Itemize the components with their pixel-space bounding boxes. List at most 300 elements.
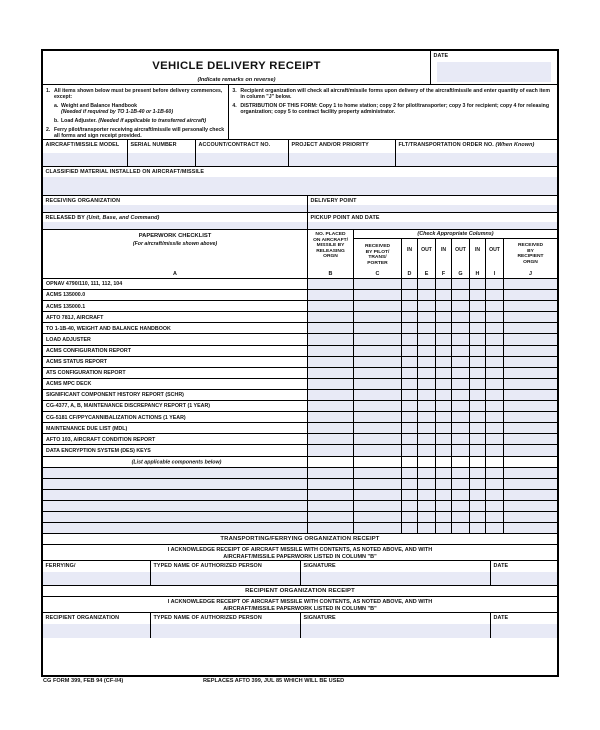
checklist-item-cell [43, 457, 308, 467]
column-letter-i: I [493, 271, 496, 277]
checklist-cell-j[interactable] [504, 445, 557, 455]
checklist-cell-h[interactable] [470, 512, 486, 522]
organization-input-left[interactable] [43, 222, 307, 229]
classified-material-field[interactable] [43, 167, 557, 196]
checklist-cell-f[interactable] [436, 501, 452, 511]
checklist-title: PAPERWORK CHECKLIST [138, 233, 212, 239]
checklist-cell-f[interactable] [436, 423, 452, 433]
checklist-cell-f[interactable] [436, 512, 452, 522]
checklist-cell-j[interactable] [504, 512, 557, 522]
checklist-row [43, 490, 557, 501]
organization-field-right[interactable] [308, 196, 557, 212]
checklist-cell-e[interactable] [418, 323, 436, 333]
checklist-cell-d[interactable] [402, 412, 418, 422]
checklist-cell-c[interactable] [354, 312, 402, 322]
checklist-cell-j[interactable] [504, 434, 557, 444]
checklist-item-cell [43, 368, 308, 378]
checklist-cell-i[interactable] [486, 346, 504, 356]
column-d-header [402, 239, 418, 278]
checklist-cell-h[interactable] [470, 523, 486, 533]
checklist-cell-b[interactable] [308, 346, 354, 356]
instruction-note: (Needed if required by TO 1-1B-40 or 1-1B-60) [61, 109, 174, 116]
checklist-cell-c[interactable] [354, 279, 402, 289]
checklist-cell-j[interactable] [504, 501, 557, 511]
checklist-cell-c[interactable] [354, 368, 402, 378]
column-j-header [504, 239, 557, 278]
checklist-item-label: ACMS 135000.0 [46, 292, 86, 299]
checklist-cell-e[interactable] [418, 512, 436, 522]
checklist-cell-j[interactable] [504, 523, 557, 533]
checklist-row [43, 379, 557, 390]
checklist-cell-i[interactable] [486, 523, 504, 533]
checklist-cell-i[interactable] [486, 323, 504, 333]
checklist-item-cell [43, 412, 308, 422]
checklist-cell-c[interactable] [354, 357, 402, 367]
instruction-text: Recipient organization will check all aircraft/missile forms upon delivery of the aircraft/missile and enter quantity of each item in column "J" below. [240, 88, 550, 101]
checklist-cell-d[interactable] [402, 357, 418, 367]
checklist-cell-f[interactable] [436, 468, 452, 478]
identification-field[interactable] [43, 140, 128, 166]
checklist-cell-j[interactable] [504, 323, 557, 333]
signature-field-input[interactable] [301, 624, 490, 638]
checklist-cell-j[interactable] [504, 479, 557, 489]
checklist-cell-d[interactable] [402, 401, 418, 411]
checklist-cell-e[interactable] [418, 357, 436, 367]
checklist-item-label: LOAD ADJUSTER [46, 336, 91, 343]
signature-field[interactable] [43, 613, 151, 638]
checklist-cell-d[interactable] [402, 368, 418, 378]
checklist-cell-d[interactable] [402, 390, 418, 400]
checklist-cell-i[interactable] [486, 312, 504, 322]
checklist-item-cell [43, 523, 308, 533]
organization-input-right[interactable] [308, 222, 557, 229]
checklist-cell-g[interactable] [452, 301, 470, 311]
checklist-cell-f[interactable] [436, 434, 452, 444]
checklist-cell-c[interactable] [354, 390, 402, 400]
signature-field-input[interactable] [43, 572, 150, 585]
checklist-cell-b[interactable] [308, 457, 354, 467]
identification-input[interactable] [289, 153, 395, 166]
checklist-cell-j[interactable] [504, 423, 557, 433]
signature-field-input[interactable] [151, 624, 300, 638]
checklist-cell-c[interactable] [354, 523, 402, 533]
checklist-cell-d[interactable] [402, 501, 418, 511]
checklist-cell-h[interactable] [470, 457, 486, 467]
checklist-cell-h[interactable] [470, 346, 486, 356]
checklist-cell-j[interactable] [504, 490, 557, 500]
organization-input-left[interactable] [43, 205, 307, 212]
checklist-cell-f[interactable] [436, 479, 452, 489]
checklist-cell-d[interactable] [402, 323, 418, 333]
checklist-cell-f[interactable] [436, 279, 452, 289]
checklist-cell-h[interactable] [470, 279, 486, 289]
checklist-item-cell [43, 301, 308, 311]
checklist-cell-j[interactable] [504, 379, 557, 389]
checklist-cell-b[interactable] [308, 512, 354, 522]
checklist-cell-i[interactable] [486, 290, 504, 300]
checklist-cell-d[interactable] [402, 334, 418, 344]
checklist-cell-j[interactable] [504, 279, 557, 289]
signature-field-input[interactable] [491, 572, 557, 585]
checklist-cell-c[interactable] [354, 423, 402, 433]
checklist-cell-f[interactable] [436, 401, 452, 411]
checklist-cell-f[interactable] [436, 412, 452, 422]
organization-field-left[interactable] [43, 196, 308, 212]
checklist-cell-d[interactable] [402, 279, 418, 289]
checklist-cell-c[interactable] [354, 490, 402, 500]
checklist-cell-c[interactable] [354, 290, 402, 300]
checklist-cell-e[interactable] [418, 523, 436, 533]
checklist-cell-f[interactable] [436, 368, 452, 378]
checklist-item-label: ACMS 135000.1 [46, 303, 86, 310]
signature-field-input[interactable] [301, 572, 490, 585]
identification-input[interactable] [43, 153, 127, 166]
checklist-cell-f[interactable] [436, 334, 452, 344]
checklist-cell-g[interactable] [452, 501, 470, 511]
checklist-cell-i[interactable] [486, 390, 504, 400]
identification-input[interactable] [396, 153, 557, 166]
checklist-cell-j[interactable] [504, 412, 557, 422]
checklist-cell-g[interactable] [452, 512, 470, 522]
signature-field[interactable] [151, 613, 301, 638]
organization-field-right[interactable] [308, 213, 557, 229]
checklist-cell-b[interactable] [308, 323, 354, 333]
checklist-cell-g[interactable] [452, 357, 470, 367]
footer-replaces-note: REPLACES AFTO 399, JUL 85 WHICH WILL BE USED [203, 678, 345, 684]
checklist-cell-j[interactable] [504, 401, 557, 411]
checklist-cell-b[interactable] [308, 301, 354, 311]
checklist-cell-i[interactable] [486, 468, 504, 478]
checklist-cell-c[interactable] [354, 445, 402, 455]
checklist-cell-g[interactable] [452, 290, 470, 300]
checklist-cell-i[interactable] [486, 334, 504, 344]
checklist-cell-h[interactable] [470, 390, 486, 400]
checklist-cell-i[interactable] [486, 490, 504, 500]
checklist-cell-b[interactable] [308, 368, 354, 378]
checklist-cell-e[interactable] [418, 445, 436, 455]
checklist-cell-f[interactable] [436, 523, 452, 533]
checklist-cell-d[interactable] [402, 490, 418, 500]
identification-field[interactable] [196, 140, 289, 166]
checklist-cell-f[interactable] [436, 290, 452, 300]
checklist-cell-h[interactable] [470, 479, 486, 489]
checklist-cell-e[interactable] [418, 401, 436, 411]
checklist-cell-f[interactable] [436, 301, 452, 311]
checklist-cell-g[interactable] [452, 390, 470, 400]
checklist-cell-g[interactable] [452, 312, 470, 322]
checklist-cell-b[interactable] [308, 357, 354, 367]
column-letter-d: D [407, 271, 412, 277]
checklist-cell-h[interactable] [470, 323, 486, 333]
checklist-cell-b[interactable] [308, 434, 354, 444]
checklist-cell-h[interactable] [470, 401, 486, 411]
checklist-cell-g[interactable] [452, 401, 470, 411]
checklist-cell-b[interactable] [308, 279, 354, 289]
checklist-cell-i[interactable] [486, 445, 504, 455]
checklist-cell-h[interactable] [470, 501, 486, 511]
checklist-cell-g[interactable] [452, 323, 470, 333]
column-letter-f: F [441, 271, 446, 277]
checklist-cell-i[interactable] [486, 279, 504, 289]
checklist-cell-e[interactable] [418, 346, 436, 356]
checklist-cell-g[interactable] [452, 334, 470, 344]
checklist-cell-g[interactable] [452, 279, 470, 289]
signature-field-input[interactable] [151, 572, 300, 585]
organization-field-left[interactable] [43, 213, 308, 229]
checklist-cell-b[interactable] [308, 290, 354, 300]
checklist-cell-c[interactable] [354, 334, 402, 344]
check-columns-subheaders [354, 239, 557, 278]
checklist-item-label: TO 1-1B-40, WEIGHT AND BALANCE HANDBOOK [46, 325, 171, 332]
signature-field-label: TYPED NAME OF AUTHORIZED PERSON [153, 562, 262, 569]
checklist-cell-h[interactable] [470, 423, 486, 433]
checklist-cell-h[interactable] [470, 301, 486, 311]
organization-label-right: DELIVERY POINT [310, 197, 357, 204]
checklist-cell-b[interactable] [308, 312, 354, 322]
checklist-cell-f[interactable] [436, 312, 452, 322]
checklist-cell-c[interactable] [354, 323, 402, 333]
checklist-item-cell [43, 334, 308, 344]
checklist-cell-b[interactable] [308, 423, 354, 433]
checklist-cell-b[interactable] [308, 523, 354, 533]
checklist-cell-c[interactable] [354, 412, 402, 422]
signature-field-label: RECIPIENT ORGANIZATION [45, 614, 120, 621]
signature-field-input[interactable] [491, 624, 557, 638]
checklist-item-label: MAINTENANCE DUE LIST (MDL) [46, 425, 128, 432]
column-h-header [470, 239, 486, 278]
checklist-cell-e[interactable] [418, 423, 436, 433]
checklist-item-cell [43, 390, 308, 400]
checklist-cell-h[interactable] [470, 312, 486, 322]
checklist-cell-g[interactable] [452, 445, 470, 455]
checklist-cell-g[interactable] [452, 457, 470, 467]
checklist-cell-j[interactable] [504, 390, 557, 400]
checklist-cell-i[interactable] [486, 457, 504, 467]
checklist-cell-i[interactable] [486, 368, 504, 378]
checklist-cell-c[interactable] [354, 501, 402, 511]
signature-field[interactable] [301, 613, 491, 638]
checklist-cell-f[interactable] [436, 346, 452, 356]
checklist-cell-e[interactable] [418, 379, 436, 389]
checklist-cell-g[interactable] [452, 468, 470, 478]
checklist-cell-i[interactable] [486, 434, 504, 444]
identification-field[interactable] [396, 140, 557, 166]
checklist-cell-b[interactable] [308, 468, 354, 478]
checklist-cell-e[interactable] [418, 434, 436, 444]
checklist-cell-g[interactable] [452, 490, 470, 500]
checklist-cell-h[interactable] [470, 412, 486, 422]
checklist-cell-h[interactable] [470, 379, 486, 389]
checklist-cell-d[interactable] [402, 423, 418, 433]
checklist-cell-d[interactable] [402, 301, 418, 311]
checklist-cell-f[interactable] [436, 357, 452, 367]
checklist-cell-e[interactable] [418, 490, 436, 500]
checklist-item-label: OPNAV 4790/110, 111, 112, 104 [46, 281, 123, 288]
checklist-cell-c[interactable] [354, 401, 402, 411]
acknowledgement-line-2: AIRCRAFT/MISSILE PAPERWORK LISTED IN COLUMN "B" [223, 554, 377, 561]
checklist-cell-c[interactable] [354, 512, 402, 522]
checklist-cell-e[interactable] [418, 468, 436, 478]
checklist-cell-i[interactable] [486, 501, 504, 511]
checklist-cell-d[interactable] [402, 290, 418, 300]
signature-field-label: TYPED NAME OF AUTHORIZED PERSON [153, 614, 262, 621]
identification-label: ACCOUNT/CONTRACT NO. [198, 141, 271, 148]
checklist-cell-g[interactable] [452, 479, 470, 489]
checklist-cell-b[interactable] [308, 390, 354, 400]
checklist-cell-e[interactable] [418, 301, 436, 311]
checklist-item-label: ACMS STATUS REPORT [46, 359, 108, 366]
checklist-cell-g[interactable] [452, 379, 470, 389]
instruction-text: Weight and Balance Handbook (Needed if required by TO 1-1B-40 or 1-1B-60) [61, 102, 174, 116]
signature-field[interactable] [491, 613, 557, 638]
checklist-cell-d[interactable] [402, 379, 418, 389]
checklist-cell-j[interactable] [504, 457, 557, 467]
checklist-cell-j[interactable] [504, 357, 557, 367]
checklist-cell-e[interactable] [418, 368, 436, 378]
column-i-header [486, 239, 504, 278]
checklist-cell-g[interactable] [452, 368, 470, 378]
identification-input[interactable] [196, 153, 288, 166]
checklist-cell-c[interactable] [354, 379, 402, 389]
checklist-cell-j[interactable] [504, 334, 557, 344]
checklist-cell-d[interactable] [402, 312, 418, 322]
checklist-cell-g[interactable] [452, 346, 470, 356]
column-letter-h: H [475, 271, 480, 277]
checklist-cell-d[interactable] [402, 523, 418, 533]
checklist-cell-j[interactable] [504, 346, 557, 356]
signature-field[interactable] [151, 561, 301, 585]
checklist-cell-i[interactable] [486, 479, 504, 489]
checklist-cell-j[interactable] [504, 301, 557, 311]
checklist-cell-f[interactable] [436, 390, 452, 400]
checklist-cell-h[interactable] [470, 290, 486, 300]
checklist-cell-b[interactable] [308, 412, 354, 422]
classified-material-input[interactable] [43, 177, 557, 195]
checklist-cell-e[interactable] [418, 279, 436, 289]
checklist-cell-e[interactable] [418, 334, 436, 344]
organization-input-right[interactable] [308, 205, 557, 212]
checklist-cell-i[interactable] [486, 357, 504, 367]
column-letter-j: J [529, 271, 532, 277]
column-g-header [452, 239, 470, 278]
checklist-cell-e[interactable] [418, 501, 436, 511]
checklist-cell-i[interactable] [486, 512, 504, 522]
checklist-cell-d[interactable] [402, 445, 418, 455]
title-block [43, 51, 557, 85]
column-d-label: IN [406, 247, 413, 253]
checklist-cell-j[interactable] [504, 468, 557, 478]
checklist-cell-h[interactable] [470, 468, 486, 478]
signature-field-input[interactable] [43, 624, 150, 638]
checklist-cell-h[interactable] [470, 357, 486, 367]
checklist-cell-i[interactable] [486, 423, 504, 433]
organization-block [43, 196, 557, 230]
checklist-cell-f[interactable] [436, 323, 452, 333]
checklist-cell-c[interactable] [354, 434, 402, 444]
checklist-item-cell [43, 346, 308, 356]
checklist-cell-f[interactable] [436, 379, 452, 389]
checklist-cell-e[interactable] [418, 312, 436, 322]
signature-field[interactable] [43, 561, 151, 585]
checklist-cell-g[interactable] [452, 434, 470, 444]
checklist-cell-e[interactable] [418, 390, 436, 400]
checklist-cell-i[interactable] [486, 379, 504, 389]
receipt-banner: RECIPIENT ORGANIZATION RECEIPT [43, 586, 557, 597]
checklist-cell-b[interactable] [308, 334, 354, 344]
identification-input[interactable] [128, 153, 195, 166]
checklist-cell-h[interactable] [470, 490, 486, 500]
checklist-cell-g[interactable] [452, 523, 470, 533]
checklist-cell-h[interactable] [470, 334, 486, 344]
checklist-cell-j[interactable] [504, 368, 557, 378]
instruction-text: DISTRIBUTION OF THIS FORM: Copy 1 to home station; copy 2 for pilot/transporter; copy 3 for recipient; copy 4 for releasing organization; copy 5 to contract facility property administrator. [240, 102, 550, 116]
checklist-cell-j[interactable] [504, 290, 557, 300]
checklist-cell-c[interactable] [354, 301, 402, 311]
checklist-cell-b[interactable] [308, 490, 354, 500]
checklist-item-cell [43, 279, 308, 289]
checklist-cell-g[interactable] [452, 423, 470, 433]
checklist-cell-e[interactable] [418, 290, 436, 300]
checklist-cell-b[interactable] [308, 445, 354, 455]
checklist-cell-f[interactable] [436, 490, 452, 500]
identification-label: PROJECT AND/OR PRIORITY [291, 141, 369, 148]
identification-label: FLT/TRANSPORTATION ORDER NO. (When Known) [398, 141, 535, 148]
checklist-cell-b[interactable] [308, 401, 354, 411]
checklist-row [43, 434, 557, 445]
checklist-cell-e[interactable] [418, 479, 436, 489]
identification-field[interactable] [289, 140, 396, 166]
checklist-cell-h[interactable] [470, 434, 486, 444]
checklist-cell-d[interactable] [402, 468, 418, 478]
checklist-cell-c[interactable] [354, 346, 402, 356]
identification-note: (When Known) [493, 141, 535, 148]
checklist-cell-f[interactable] [436, 457, 452, 467]
checklist-cell-h[interactable] [470, 368, 486, 378]
identification-label: AIRCRAFT/MISSILE MODEL [45, 141, 120, 148]
checklist-cell-h[interactable] [470, 445, 486, 455]
checklist-cell-d[interactable] [402, 346, 418, 356]
checklist-cell-d[interactable] [402, 479, 418, 489]
checklist-cell-b[interactable] [308, 479, 354, 489]
checklist-cell-i[interactable] [486, 401, 504, 411]
date-input[interactable] [437, 62, 551, 82]
date-field[interactable] [431, 51, 557, 84]
checklist-cell-e[interactable] [418, 457, 436, 467]
checklist-cell-b[interactable] [308, 379, 354, 389]
checklist-cell-e[interactable] [418, 412, 436, 422]
checklist-cell-g[interactable] [452, 412, 470, 422]
footer-form-number: CG FORM 399, FEB 94 (CF-I/4) [43, 678, 124, 684]
identification-field[interactable] [128, 140, 196, 166]
checklist-cell-d[interactable] [402, 434, 418, 444]
checklist-row [43, 279, 557, 290]
checklist-cell-i[interactable] [486, 412, 504, 422]
checklist-cell-d[interactable] [402, 457, 418, 467]
instructions-block [43, 85, 557, 140]
checklist-cell-i[interactable] [486, 301, 504, 311]
checklist-note-row [43, 457, 557, 468]
signature-field[interactable] [491, 561, 557, 585]
checklist-cell-c[interactable] [354, 457, 402, 467]
checklist-cell-d[interactable] [402, 512, 418, 522]
checklist-cell-c[interactable] [354, 468, 402, 478]
checklist-cell-c[interactable] [354, 479, 402, 489]
checklist-item-label: SIGNIFICANT COMPONENT HISTORY REPORT (SCHR) [46, 392, 184, 399]
checklist-cell-f[interactable] [436, 445, 452, 455]
checklist-cell-b[interactable] [308, 501, 354, 511]
checklist-cell-j[interactable] [504, 312, 557, 322]
signature-field[interactable] [301, 561, 491, 585]
